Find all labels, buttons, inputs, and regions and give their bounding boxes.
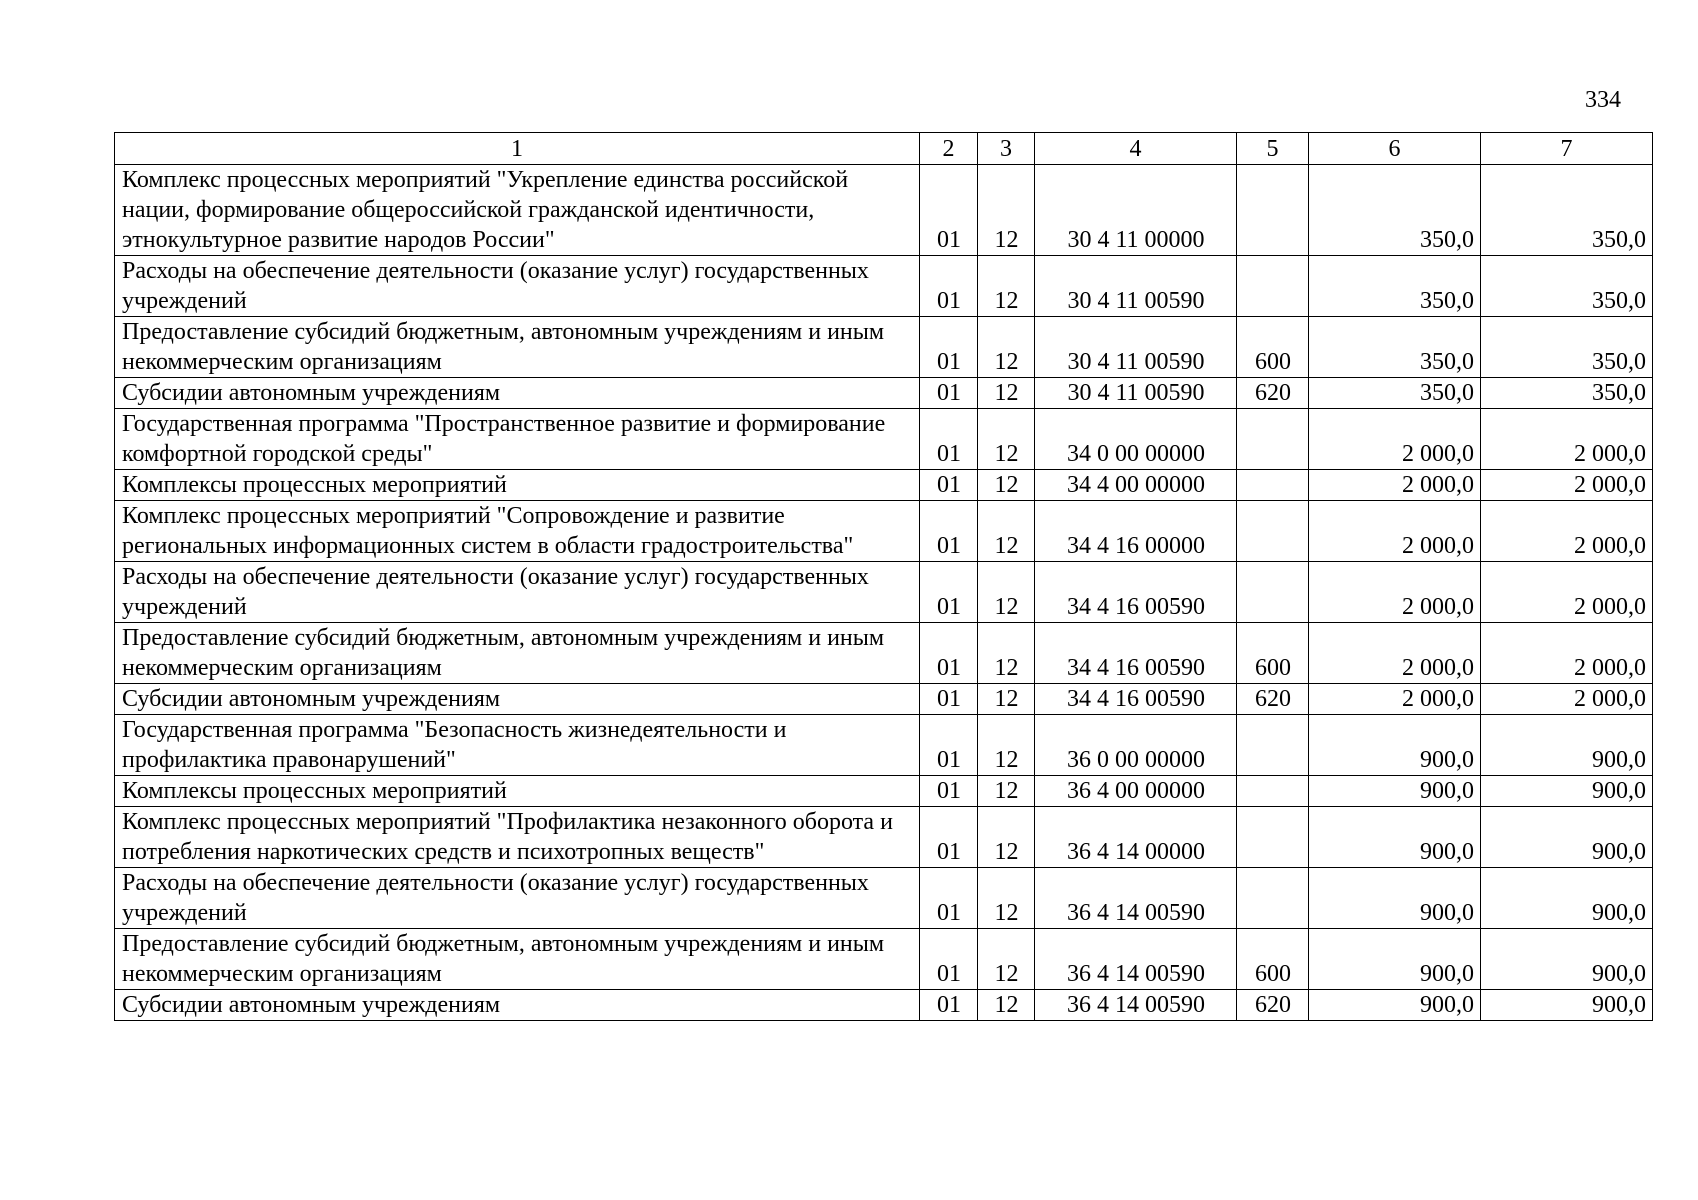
cell-section: 01 <box>920 776 978 807</box>
cell-expense-type: 620 <box>1237 378 1309 409</box>
cell-amount-1: 350,0 <box>1309 165 1481 256</box>
cell-amount-1: 350,0 <box>1309 256 1481 317</box>
table-row <box>115 256 1653 317</box>
cell-section: 01 <box>920 623 978 684</box>
cell-amount-1: 350,0 <box>1309 317 1481 378</box>
cell-amount-1: 900,0 <box>1309 990 1481 1021</box>
cell-subsection: 12 <box>978 623 1035 684</box>
cell-name: Предоставление субсидий бюджетным, автономным учреждениям и иным некоммерческим организациям <box>115 623 920 684</box>
cell-amount-2: 350,0 <box>1481 256 1653 317</box>
cell-target-code: 36 0 00 00000 <box>1035 715 1237 776</box>
cell-amount-2: 350,0 <box>1481 378 1653 409</box>
cell-subsection: 12 <box>978 501 1035 562</box>
cell-expense-type <box>1237 807 1309 868</box>
cell-section: 01 <box>920 165 978 256</box>
cell-target-code: 36 4 14 00590 <box>1035 929 1237 990</box>
cell-subsection: 12 <box>978 562 1035 623</box>
cell-name: Расходы на обеспечение деятельности (оказание услуг) государственных учреждений <box>115 868 920 929</box>
cell-name: Расходы на обеспечение деятельности (оказание услуг) государственных учреждений <box>115 562 920 623</box>
cell-subsection: 12 <box>978 378 1035 409</box>
cell-section: 01 <box>920 256 978 317</box>
cell-target-code: 34 4 16 00590 <box>1035 562 1237 623</box>
cell-subsection: 12 <box>978 409 1035 470</box>
cell-expense-type <box>1237 409 1309 470</box>
cell-target-code: 34 4 16 00590 <box>1035 623 1237 684</box>
cell-amount-1: 2 000,0 <box>1309 501 1481 562</box>
table-row <box>115 776 1653 807</box>
cell-amount-2: 2 000,0 <box>1481 562 1653 623</box>
cell-name: Предоставление субсидий бюджетным, автономным учреждениям и иным некоммерческим организациям <box>115 929 920 990</box>
cell-name: Расходы на обеспечение деятельности (оказание услуг) государственных учреждений <box>115 256 920 317</box>
cell-subsection: 12 <box>978 776 1035 807</box>
cell-target-code: 36 4 00 00000 <box>1035 776 1237 807</box>
cell-section: 01 <box>920 378 978 409</box>
cell-amount-2: 900,0 <box>1481 929 1653 990</box>
cell-amount-2: 2 000,0 <box>1481 623 1653 684</box>
cell-amount-1: 350,0 <box>1309 378 1481 409</box>
cell-name: Субсидии автономным учреждениям <box>115 684 920 715</box>
table-row <box>115 684 1653 715</box>
cell-name: Государственная программа "Безопасность жизнедеятельности и профилактика правонарушений" <box>115 715 920 776</box>
column-header: 3 <box>978 133 1035 165</box>
cell-target-code: 34 4 16 00000 <box>1035 501 1237 562</box>
cell-expense-type <box>1237 501 1309 562</box>
cell-target-code: 36 4 14 00590 <box>1035 868 1237 929</box>
cell-amount-2: 2 000,0 <box>1481 409 1653 470</box>
cell-expense-type: 620 <box>1237 684 1309 715</box>
cell-expense-type: 600 <box>1237 623 1309 684</box>
cell-section: 01 <box>920 684 978 715</box>
cell-amount-2: 900,0 <box>1481 807 1653 868</box>
cell-name: Комплекс процессных мероприятий "Укрепление единства российской нации, формирование общероссийской гражданской идентичности, этнокультурное развитие народов России" <box>115 165 920 256</box>
cell-name: Субсидии автономным учреждениям <box>115 378 920 409</box>
column-header: 2 <box>920 133 978 165</box>
cell-name: Субсидии автономным учреждениям <box>115 990 920 1021</box>
cell-amount-1: 900,0 <box>1309 929 1481 990</box>
column-header: 6 <box>1309 133 1481 165</box>
cell-amount-1: 900,0 <box>1309 776 1481 807</box>
cell-amount-1: 900,0 <box>1309 715 1481 776</box>
column-header: 1 <box>115 133 920 165</box>
cell-amount-1: 2 000,0 <box>1309 470 1481 501</box>
cell-amount-1: 2 000,0 <box>1309 623 1481 684</box>
page-number: 334 <box>1585 87 1621 113</box>
table-row <box>115 929 1653 990</box>
table-row <box>115 409 1653 470</box>
cell-expense-type <box>1237 256 1309 317</box>
cell-section: 01 <box>920 470 978 501</box>
column-header: 4 <box>1035 133 1237 165</box>
cell-amount-1: 2 000,0 <box>1309 562 1481 623</box>
cell-target-code: 30 4 11 00590 <box>1035 378 1237 409</box>
cell-expense-type <box>1237 715 1309 776</box>
budget-table <box>114 132 1653 1021</box>
cell-subsection: 12 <box>978 470 1035 501</box>
cell-amount-2: 350,0 <box>1481 317 1653 378</box>
cell-amount-2: 2 000,0 <box>1481 501 1653 562</box>
cell-section: 01 <box>920 807 978 868</box>
cell-target-code: 30 4 11 00590 <box>1035 317 1237 378</box>
cell-amount-2: 2 000,0 <box>1481 684 1653 715</box>
table-row <box>115 378 1653 409</box>
column-header: 5 <box>1237 133 1309 165</box>
cell-name: Предоставление субсидий бюджетным, автономным учреждениям и иным некоммерческим организациям <box>115 317 920 378</box>
cell-section: 01 <box>920 409 978 470</box>
cell-section: 01 <box>920 501 978 562</box>
cell-name: Комплекс процессных мероприятий "Профилактика незаконного оборота и потребления наркотических средств и психотропных веществ" <box>115 807 920 868</box>
table-row <box>115 868 1653 929</box>
cell-name: Комплекс процессных мероприятий "Сопровождение и развитие региональных информационных систем в области градостроительства" <box>115 501 920 562</box>
table-row <box>115 990 1653 1021</box>
cell-section: 01 <box>920 715 978 776</box>
cell-subsection: 12 <box>978 715 1035 776</box>
cell-target-code: 34 0 00 00000 <box>1035 409 1237 470</box>
cell-amount-2: 900,0 <box>1481 868 1653 929</box>
cell-section: 01 <box>920 990 978 1021</box>
cell-target-code: 30 4 11 00590 <box>1035 256 1237 317</box>
cell-subsection: 12 <box>978 256 1035 317</box>
table-row <box>115 715 1653 776</box>
cell-amount-1: 900,0 <box>1309 868 1481 929</box>
cell-amount-1: 2 000,0 <box>1309 409 1481 470</box>
cell-target-code: 34 4 16 00590 <box>1035 684 1237 715</box>
cell-amount-2: 900,0 <box>1481 715 1653 776</box>
cell-section: 01 <box>920 562 978 623</box>
table-row <box>115 501 1653 562</box>
cell-expense-type <box>1237 562 1309 623</box>
cell-amount-2: 350,0 <box>1481 165 1653 256</box>
table-row <box>115 470 1653 501</box>
cell-subsection: 12 <box>978 929 1035 990</box>
cell-section: 01 <box>920 929 978 990</box>
cell-expense-type <box>1237 776 1309 807</box>
cell-section: 01 <box>920 317 978 378</box>
cell-subsection: 12 <box>978 165 1035 256</box>
cell-name: Комплексы процессных мероприятий <box>115 470 920 501</box>
cell-expense-type: 600 <box>1237 317 1309 378</box>
cell-subsection: 12 <box>978 868 1035 929</box>
cell-subsection: 12 <box>978 317 1035 378</box>
cell-expense-type <box>1237 868 1309 929</box>
cell-subsection: 12 <box>978 990 1035 1021</box>
cell-name: Государственная программа "Пространственное развитие и формирование комфортной городской среды" <box>115 409 920 470</box>
cell-expense-type <box>1237 470 1309 501</box>
cell-target-code: 36 4 14 00000 <box>1035 807 1237 868</box>
cell-target-code: 30 4 11 00000 <box>1035 165 1237 256</box>
cell-expense-type: 600 <box>1237 929 1309 990</box>
table-body <box>115 165 1653 1021</box>
header-row <box>115 133 1653 165</box>
cell-amount-2: 2 000,0 <box>1481 470 1653 501</box>
cell-expense-type <box>1237 165 1309 256</box>
cell-section: 01 <box>920 868 978 929</box>
table-row <box>115 562 1653 623</box>
cell-amount-2: 900,0 <box>1481 990 1653 1021</box>
cell-amount-1: 2 000,0 <box>1309 684 1481 715</box>
cell-amount-2: 900,0 <box>1481 776 1653 807</box>
cell-name: Комплексы процессных мероприятий <box>115 776 920 807</box>
table-row <box>115 317 1653 378</box>
table-row <box>115 623 1653 684</box>
cell-subsection: 12 <box>978 684 1035 715</box>
column-header: 7 <box>1481 133 1653 165</box>
table-row <box>115 807 1653 868</box>
cell-target-code: 36 4 14 00590 <box>1035 990 1237 1021</box>
cell-expense-type: 620 <box>1237 990 1309 1021</box>
cell-subsection: 12 <box>978 807 1035 868</box>
cell-amount-1: 900,0 <box>1309 807 1481 868</box>
table-row <box>115 165 1653 256</box>
cell-target-code: 34 4 00 00000 <box>1035 470 1237 501</box>
